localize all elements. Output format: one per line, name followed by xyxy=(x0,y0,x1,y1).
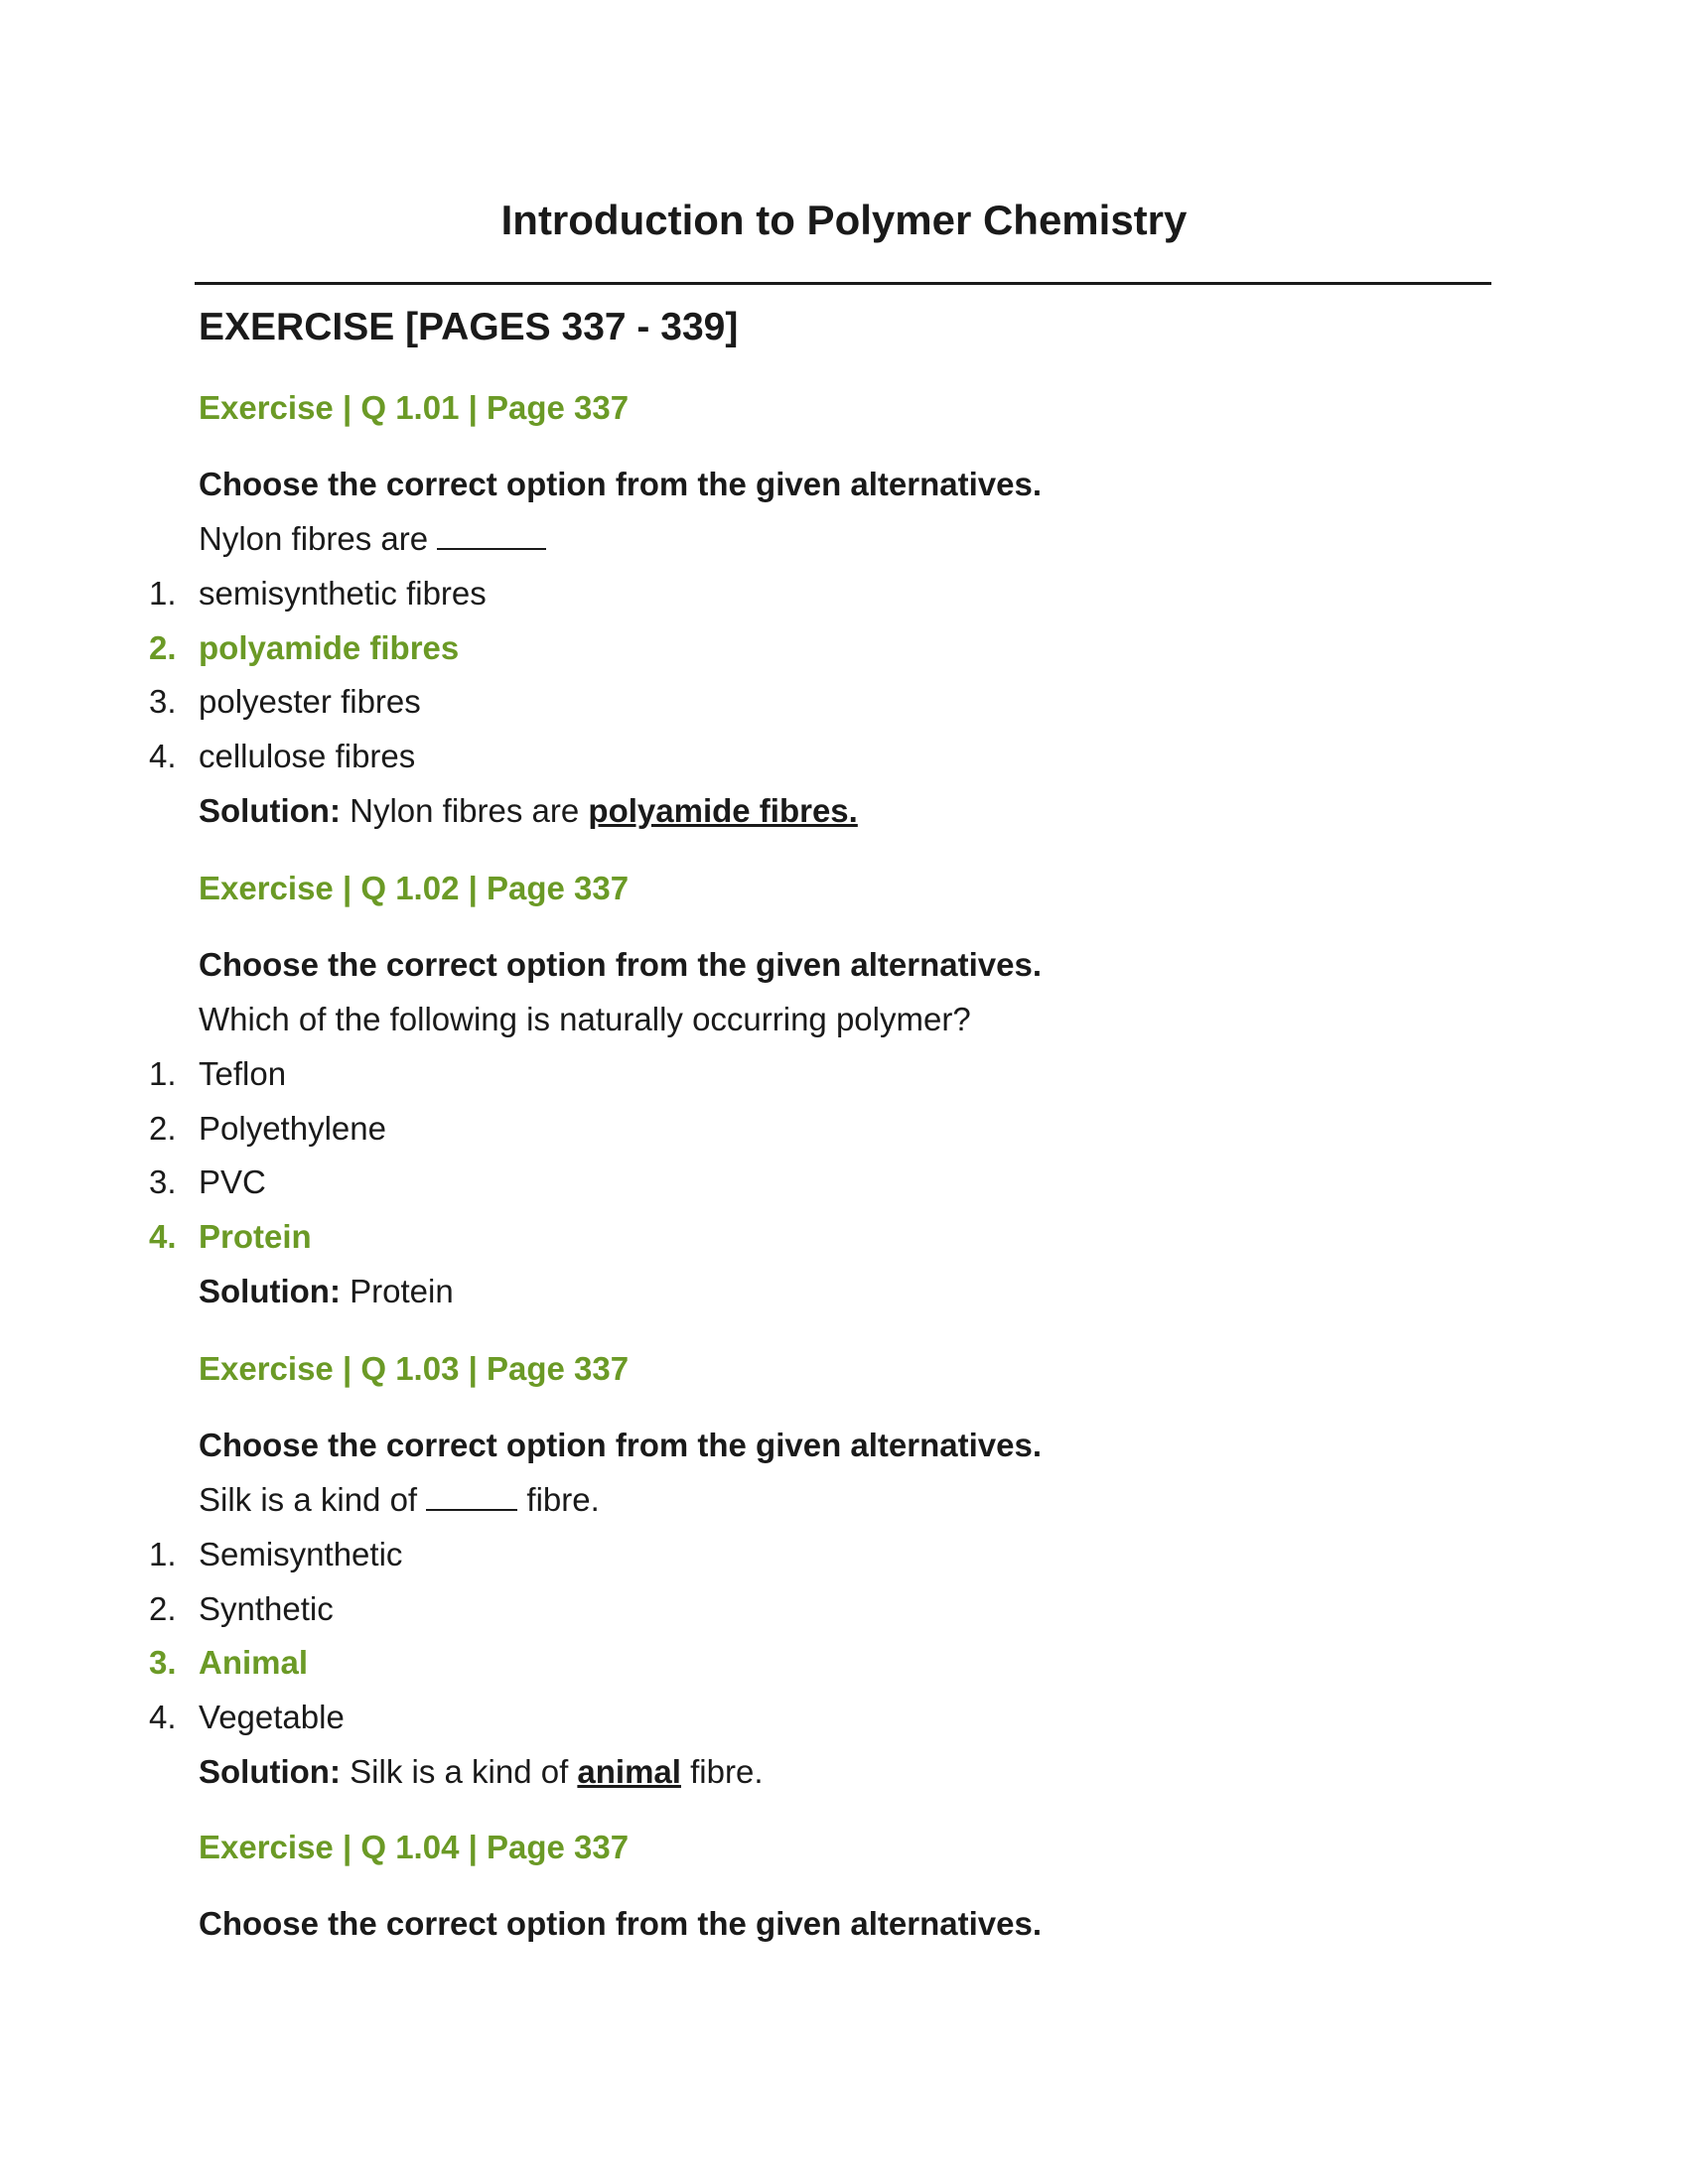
option-text: PVC xyxy=(199,1163,266,1200)
option-3-correct xyxy=(149,1644,308,1682)
question-text-end: fibre. xyxy=(517,1481,600,1518)
option-4-correct xyxy=(149,1218,312,1256)
option-number: 2. xyxy=(149,1110,177,1147)
option-text: Vegetable xyxy=(199,1699,345,1735)
exercise-reference[interactable]: Exercise | Q 1.04 | Page 337 xyxy=(199,1829,630,1865)
option-1 xyxy=(149,575,487,613)
solution-label: Solution: xyxy=(199,1753,341,1790)
exercise-reference[interactable]: Exercise | Q 1.03 | Page 337 xyxy=(199,1350,630,1387)
answer-blank xyxy=(437,526,546,550)
question-text: Which of the following is naturally occurring polymer? xyxy=(199,1001,971,1037)
question-text xyxy=(199,520,546,558)
section-heading: EXERCISE [PAGES 337 - 339] xyxy=(199,306,739,348)
exercise-reference[interactable]: Exercise | Q 1.02 | Page 337 xyxy=(199,870,630,906)
option-number: 4. xyxy=(149,738,177,774)
title-divider xyxy=(195,282,1491,285)
option-text: semisynthetic fibres xyxy=(199,575,487,612)
solution-text: Protein xyxy=(350,1273,454,1309)
solution-label: Solution: xyxy=(199,1273,341,1309)
question-instruction: Choose the correct option from the given alternatives. xyxy=(199,1905,1042,1942)
page-title: Introduction to Polymer Chemistry xyxy=(500,197,1188,243)
option-number: 2. xyxy=(149,629,177,666)
question-text xyxy=(199,1481,600,1519)
question-instruction: Choose the correct option from the given alternatives. xyxy=(199,466,1042,502)
option-1 xyxy=(149,1055,286,1093)
option-1 xyxy=(149,1536,402,1573)
solution xyxy=(199,1273,454,1310)
option-text: Teflon xyxy=(199,1055,287,1092)
option-3 xyxy=(149,683,421,721)
option-number: 3. xyxy=(149,1163,177,1200)
solution-text: Silk is a kind of xyxy=(350,1753,578,1790)
option-number: 4. xyxy=(149,1218,177,1255)
option-number: 4. xyxy=(149,1699,177,1735)
option-text: polyester fibres xyxy=(199,683,421,720)
option-text: Animal xyxy=(199,1644,309,1681)
question-instruction: Choose the correct option from the given alternatives. xyxy=(199,1427,1042,1463)
option-4 xyxy=(149,738,415,775)
option-4 xyxy=(149,1699,345,1736)
option-text: cellulose fibres xyxy=(199,738,416,774)
solution-text: Nylon fibres are xyxy=(350,792,589,829)
option-number: 2. xyxy=(149,1590,177,1627)
solution-label: Solution: xyxy=(199,792,341,829)
option-2 xyxy=(149,1110,386,1148)
option-text: polyamide fibres xyxy=(199,629,460,666)
option-text: Polyethylene xyxy=(199,1110,386,1147)
option-text: Synthetic xyxy=(199,1590,334,1627)
option-number: 1. xyxy=(149,575,177,612)
option-text: Semisynthetic xyxy=(199,1536,403,1572)
solution xyxy=(199,1753,764,1791)
solution-answer: polyamide fibres. xyxy=(588,792,858,829)
option-number: 3. xyxy=(149,1644,177,1681)
exercise-reference[interactable]: Exercise | Q 1.01 | Page 337 xyxy=(199,389,630,426)
option-3 xyxy=(149,1163,266,1201)
question-instruction: Choose the correct option from the given alternatives. xyxy=(199,946,1042,983)
option-text: Protein xyxy=(199,1218,312,1255)
solution-answer: animal xyxy=(577,1753,681,1790)
option-number: 1. xyxy=(149,1055,177,1092)
solution xyxy=(199,792,858,830)
option-number: 3. xyxy=(149,683,177,720)
solution-text-end: fibre. xyxy=(680,1753,764,1790)
question-text-start: Silk is a kind of xyxy=(199,1481,427,1518)
question-text-start: Nylon fibres are xyxy=(199,520,438,557)
option-number: 1. xyxy=(149,1536,177,1572)
option-2-correct xyxy=(149,629,459,667)
answer-blank xyxy=(426,1487,517,1511)
option-2 xyxy=(149,1590,334,1628)
